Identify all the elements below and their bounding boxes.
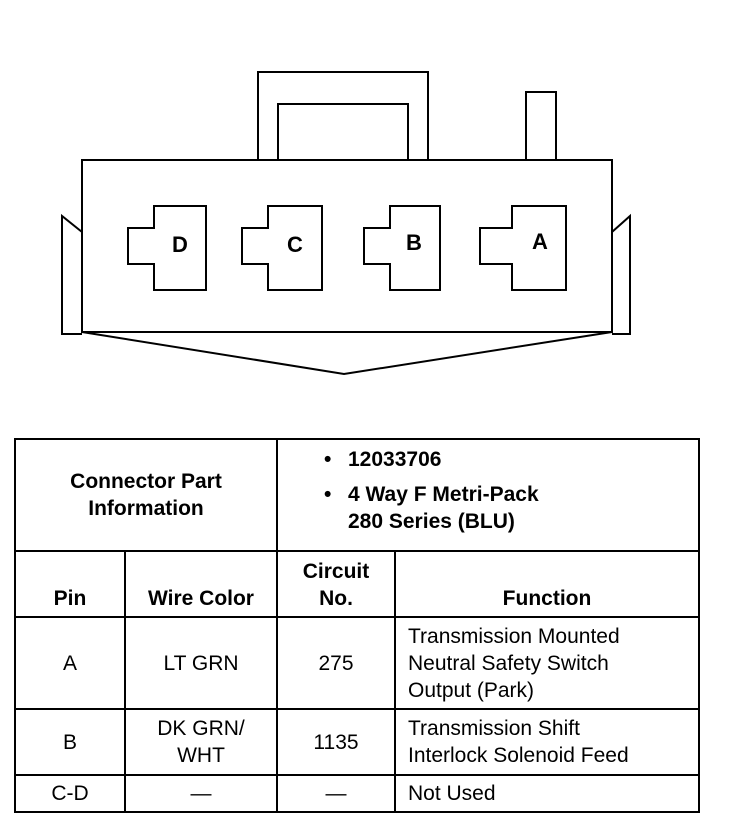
column-header-row [15,551,699,617]
row-function: Not Used [395,775,699,812]
header-circuit-no: Circuit No. [277,551,395,617]
table-row [15,775,699,812]
header-pin: Pin [15,551,125,617]
row-function: Transmission Shift Interlock Solenoid Feed [395,709,699,775]
connector-left-wing [62,216,82,334]
connector-diagram [0,0,736,400]
row-wire-color: LT GRN [125,617,277,709]
part-info-label: Connector Part Information [15,439,277,551]
table-row [15,617,699,709]
pin-label-a: A [532,229,548,254]
part-number: • 12033706 [324,448,442,471]
part-description: • 4 Way F Metri-Pack [324,483,539,506]
connector-bottom-chevron [82,332,612,374]
header-function: Function [395,551,699,617]
table-row [15,709,699,775]
connector-key-post [526,92,556,160]
pin-cavity-a [480,206,566,290]
pin-label-b: B [406,230,422,255]
row-pin: B [15,709,125,775]
pin-label-c: C [287,232,303,257]
row-circuit: 1135 [277,709,395,775]
row-circuit: 275 [277,617,395,709]
pin-cavity-d [128,206,206,290]
row-pin: C-D [15,775,125,812]
pin-cavity-c [242,206,322,290]
row-function: Transmission Mounted Neutral Safety Switch Output (Park) [395,617,699,709]
row-wire-color: — [125,775,277,812]
part-info-details: • 12033706 • 4 Way F Metri-Pack 280 Series (BLU) [277,439,699,551]
connector-info-table [14,438,700,813]
row-circuit: — [277,775,395,812]
row-wire-color: DK GRN/ WHT [125,709,277,775]
pin-label-d: D [172,232,188,257]
connector-right-wing [612,216,630,334]
header-wire-color: Wire Color [125,551,277,617]
pin-cavity-b [364,206,440,290]
bullet-icon: • [324,448,332,471]
part-info-row [15,439,699,551]
connector-latch [258,72,428,160]
row-pin: A [15,617,125,709]
bullet-icon: • [324,483,332,506]
